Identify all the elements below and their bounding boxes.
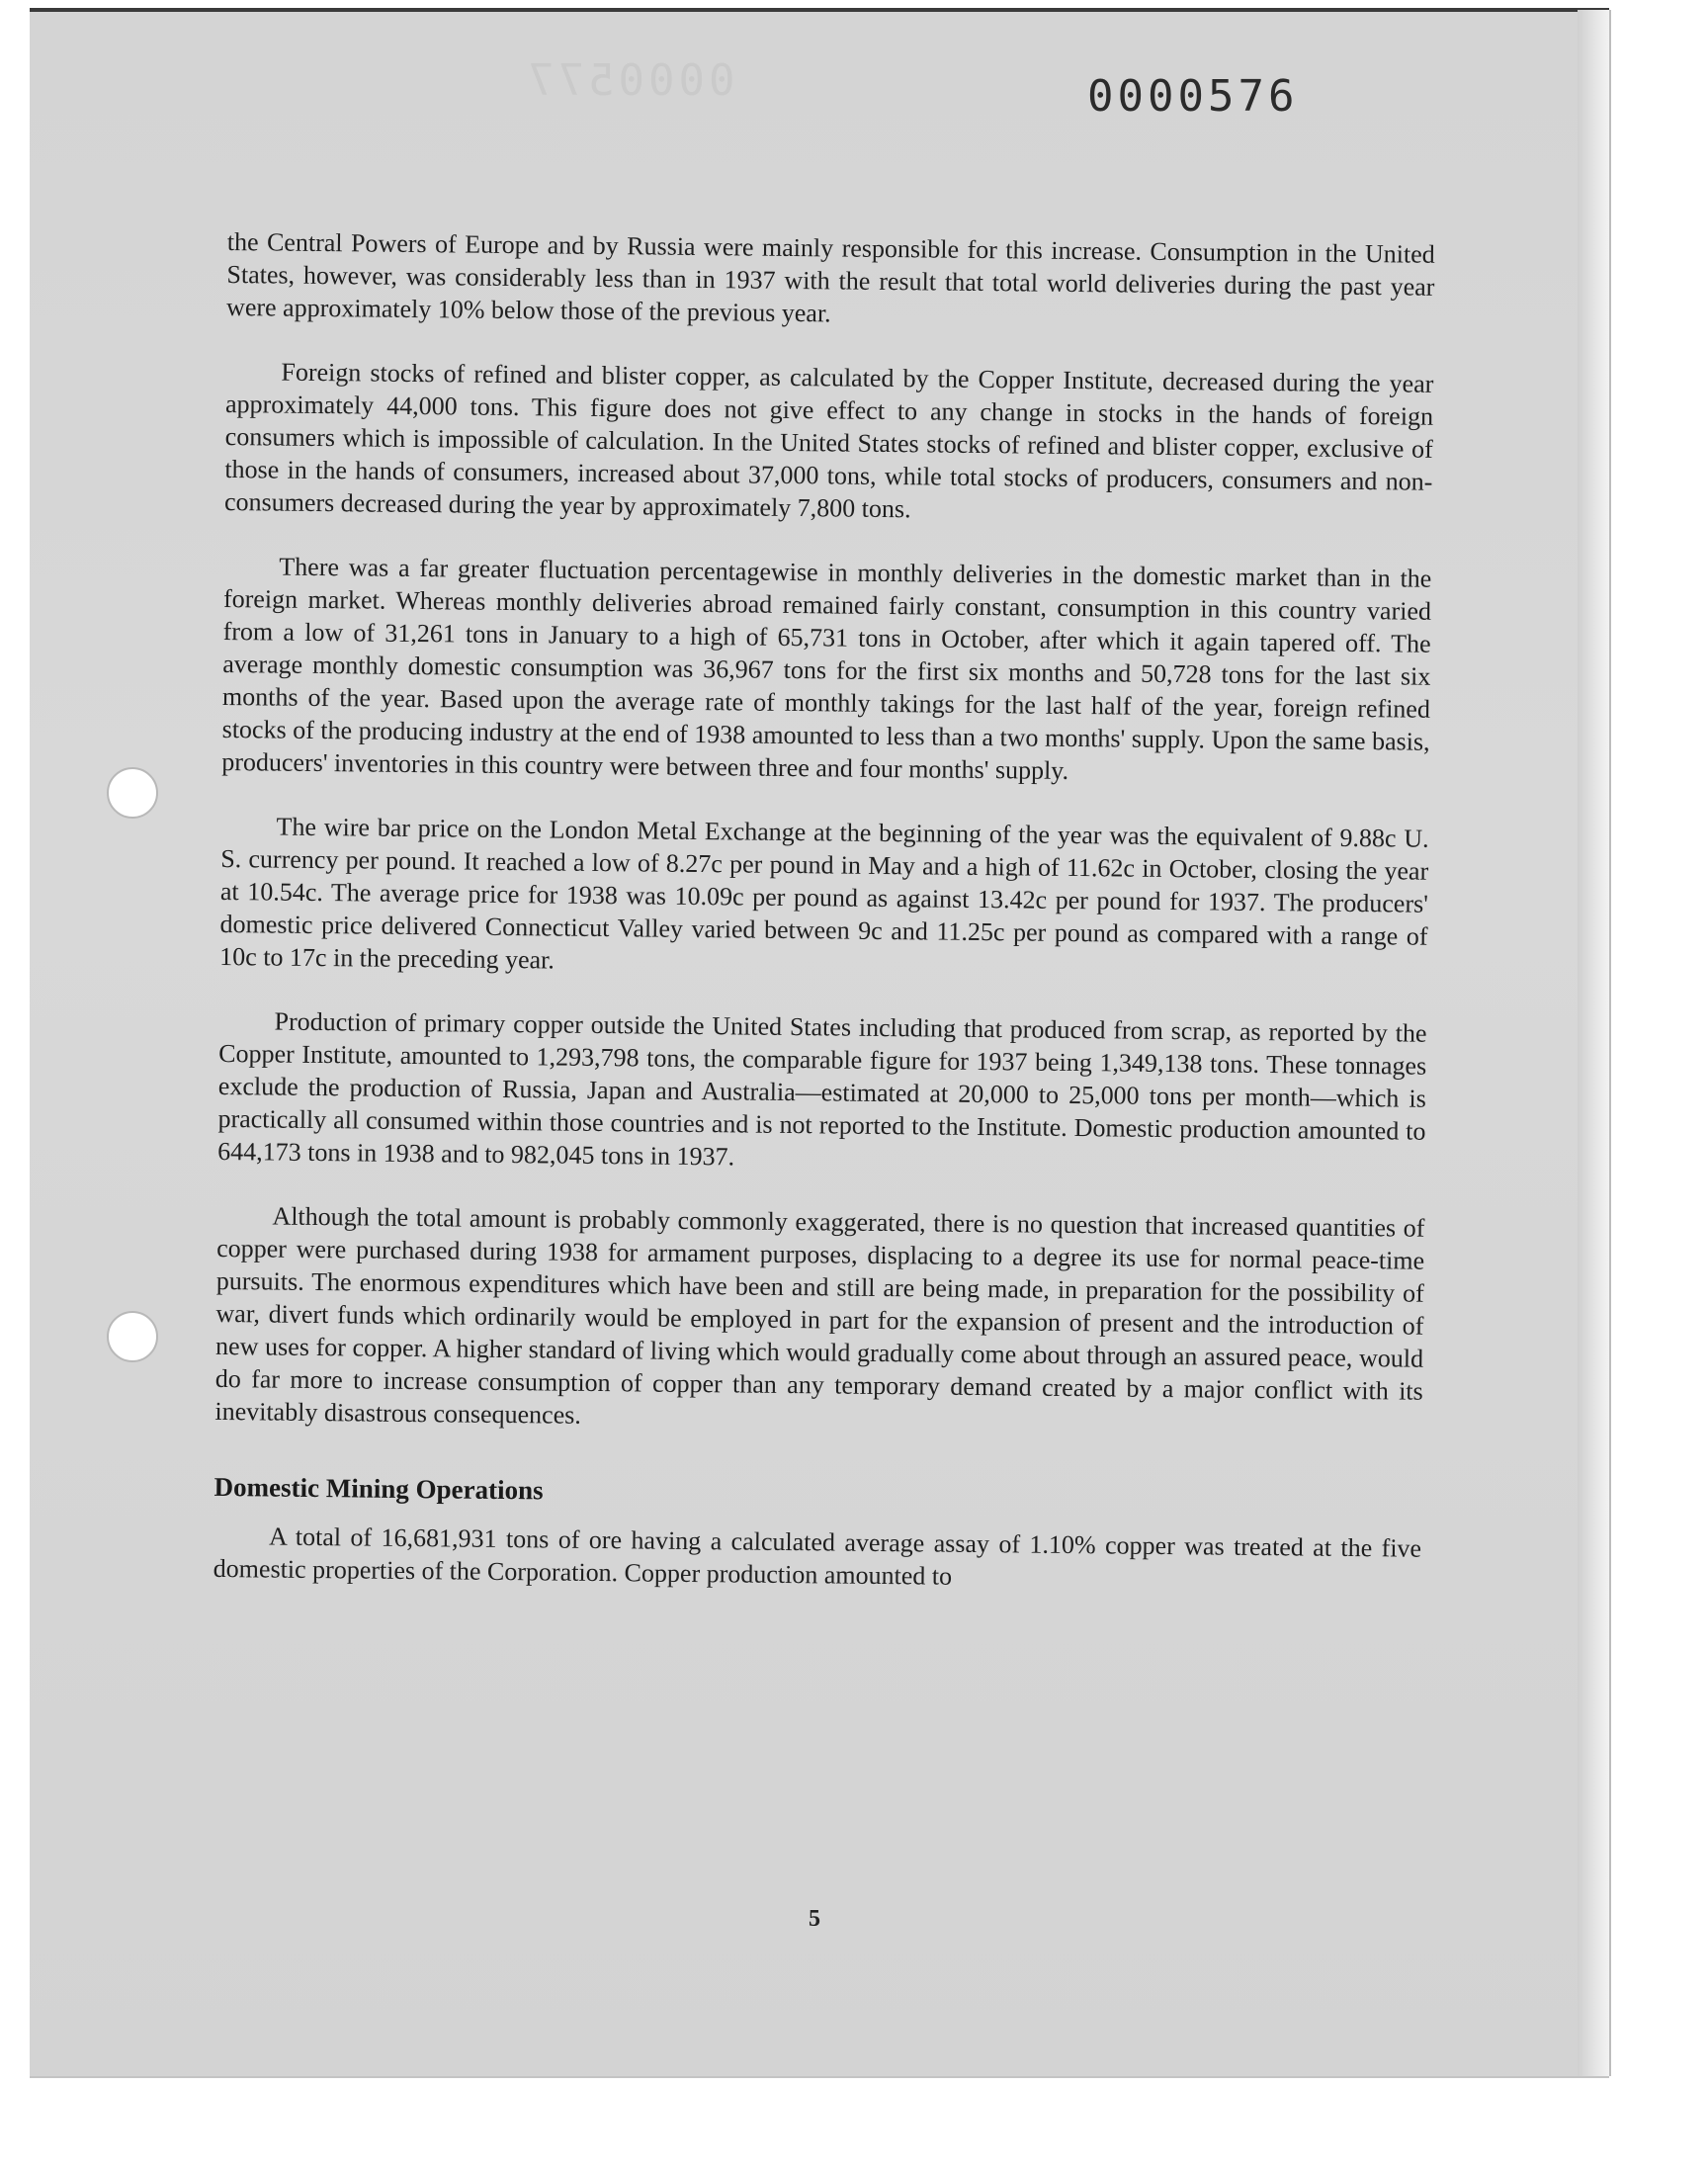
paragraph-domestic-mining: A total of 16,681,931 tons of ore having a calculated average assay of 1.10% copper was treated at the five domestic properties of the Corporation. Copper production amounted to xyxy=(213,1522,1422,1591)
paragraph-monthly-deliveries: There was a far greater fluctuation percentagewise in monthly deliveries in the domestic market than in the foreign market. Whereas monthly deliveries abroad remained fairly constant, consumption in this country varied from a low of 31,261 tons in January to a high of 65,731 tons in October, after which it again tapered off. The average monthly domestic consumption was 36,967 tons for the first six months and 50,728 tons for the last six months of the year. Based upon the average rate of monthly takings for the last half of the year, foreign refined stocks of the producing industry at the end of 1938 amounted to less than a two months' supply. Upon the same basis, producers' inventories in this country were between three and four months' supply. xyxy=(221,552,1432,785)
stamp-number: 0000576 xyxy=(1087,71,1299,122)
stamp-number-bleedthrough: 0000577 xyxy=(524,55,735,106)
paragraph-continuation: the Central Powers of Europe and by Russia were mainly responsible for this increase. Consumption in the United States, however, was considerably less than in 1937 with the result that total world deliveries during the past year were approximately 10% below those of the previous year. xyxy=(225,226,1435,328)
section-heading: Domestic Mining Operations xyxy=(214,1471,544,1506)
paragraph-primary-production: Production of primary copper outside the United States including that produced from scrap, as reported by the Copper Institute, amounted to 1,293,798 tons, the comparable figure for 1937 being 1,349,138 tons. These tonnages exclude the production of Russia, Japan and Australia—estimated at 20,000 to 25,000 tons per month—which is practically all consumed within those countries and is not reported to the Institute. Domestic production amounted to 644,173 tons in 1938 and to 982,045 tons in 1937. xyxy=(217,1006,1427,1172)
paragraph-foreign-stocks: Foreign stocks of refined and blister copper, as calculated by the Copper Institute, decreased during the year approximately 44,000 tons. This figure does not give effect to any change in stocks in the hands of foreign consumers which is impossible of calculation. In the United States stocks of refined and blister copper, exclusive of those in the hands of consumers, increased about 37,000 tons, while total stocks of producers, consumers and non-consumers decreased during the year by approximately 7,800 tons. xyxy=(223,357,1434,524)
punch-hole-upper xyxy=(107,767,158,819)
page-number: 5 xyxy=(809,1906,820,1932)
page-top-edge xyxy=(30,8,1609,12)
paragraph-armament: Although the total amount is probably commonly exaggerated, there is no question that increased quantities of copper were purchased during 1938 for armament purposes, displacing to a degree its use for normal peace-time pursuits. The enormous expenditures which have been and still are being made, in preparation for the possibility of war, divert funds which ordinarily would be employed in part for the expansion of present and the introduction of new uses for copper. A higher standard of living which would gradually come about through an assured peace, would do far more to increase consumption of copper than any temporary demand created by a major conflict with its inevitably disastrous consequences. xyxy=(214,1201,1425,1430)
document-body xyxy=(213,225,1435,1629)
page-right-edge xyxy=(1578,10,1609,2076)
paragraph-wire-bar-price: The wire bar price on the London Metal Exchange at the beginning of the year was the equivalent of 9.88c U. S. currency per pound. It reached a low of 8.27c per pound in May and a high of 11.62c in October, closing the year at 10.54c. The average price for 1938 was 10.09c per pound as against 13.42c per pound for 1937. The producers' domestic price delivered Connecticut Valley varied between 9c and 11.25c per pound as compared with a range of 10c to 17c in the preceding year. xyxy=(219,812,1429,975)
punch-hole-lower xyxy=(107,1311,158,1362)
